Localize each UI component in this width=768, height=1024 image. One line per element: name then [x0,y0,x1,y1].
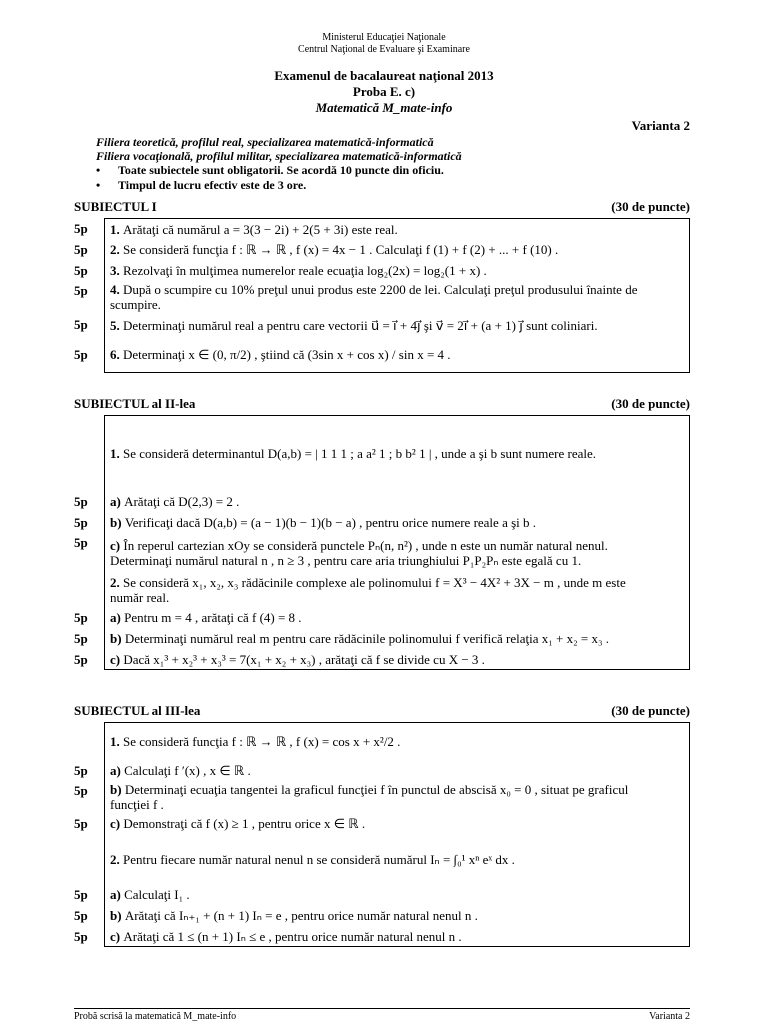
section-items [74,218,690,373]
footer-divider [74,1008,690,1009]
exercise-line [110,887,685,902]
exercise-row [74,813,690,834]
exercise-number: 1. [110,734,123,749]
exercise-text [104,884,690,905]
exercise-statement: Se consideră funcţia f : ℝ → ℝ , f (x) = 4x − 1 . Calculaţi f (1) + f (2) + ... + f (10) . [123,242,559,257]
exercise-line [110,590,685,605]
exercise-line [110,242,685,257]
points-label: 5p [74,783,88,798]
exercise-number: a) [110,887,125,902]
exercise-line [110,263,685,278]
exercise-number: b) [110,908,125,923]
subject-title: Matematică M_mate-info [315,100,453,115]
instruction-bullet: • Timpul de lucru efectiv este de 3 ore. [96,178,307,192]
exercise-text [104,628,690,649]
exercise-statement: Determinaţi ecuaţia tangentei la graficul funcţiei f în punctul de abscisă x₀ = 0 , situat pe graficul [124,782,629,797]
exercise-line [110,318,685,333]
points-label [74,722,104,760]
section-points: (30 de puncte) [611,199,690,214]
exercise-text [104,491,690,512]
section-points: (30 de puncte) [611,396,690,411]
exercise-text [104,533,690,573]
exercise-line [110,575,685,590]
points-label: 5p [74,283,88,298]
points-label: 5p [74,493,88,509]
points-label: 5p [74,815,88,831]
exercise-statement: Pentru fiecare număr natural nenul n se consideră numărul Iₙ = ∫₀¹ xⁿ eˣ dx . [123,851,515,867]
points-label: 5p [74,886,88,902]
exercise-line [110,816,685,831]
exercise-row [74,533,690,573]
exercise-line [110,297,685,312]
exercise-text [104,607,690,628]
exercise-line [110,553,685,568]
exercise-statement: Determinaţi numărul real m pentru care rădăcinile polinomului f verifică relaţia x₁ + x₂ = x₃ . [124,631,609,646]
exercise-statement: funcţiei f . [110,797,164,812]
exercise-number: 2. [110,851,123,867]
exercise-line [110,538,685,553]
exercise-number: a) [110,763,125,778]
exercise-statement: În reperul cartezian xOy se consideră punctele Pₙ(n, n²) , unde n este un număr natural nenul. [123,538,608,553]
exercise-text [104,415,690,491]
exercise-number: 5. [110,317,123,333]
exercise-number: 1. [110,446,123,461]
section-items [74,722,690,947]
exercise-line [110,797,685,812]
exercise-row [74,781,690,813]
exercise-number: 6. [110,347,123,362]
points-label: 5p [74,514,88,530]
exercise-number: a) [110,494,125,509]
exercise-text [104,905,690,926]
exercise-text [104,239,690,260]
points-label: 5p [74,651,88,667]
exercise-row [74,313,690,337]
exercise-line [110,282,685,297]
exercise-text [104,926,690,947]
exercise-line [110,631,685,646]
exercise-line [110,734,685,749]
points-label [74,415,104,491]
exercise-number: a) [110,610,125,625]
exercise-row [74,260,690,281]
filiera-line: Filiera teoretică, profilul real, specializarea matematică-informatică [96,135,434,149]
footer-left: Probă scrisă la matematică M_mate-info [74,1011,237,1022]
exercise-line [110,782,685,797]
exercise-statement: număr real. [110,590,170,605]
section-points: (30 de puncte) [611,703,690,718]
points-label: 5p [74,347,88,362]
proba-title: Proba E. c) [352,84,416,99]
exercise-row [74,607,690,628]
exercise-line [110,347,685,362]
exercise-row [74,415,690,491]
exercise-text [104,760,690,781]
exercise-text [104,834,690,884]
exercise-row [74,905,690,926]
exercise-line [110,222,685,237]
exercise-line [110,446,685,461]
points-label: 5p [74,907,88,923]
exercise-line [110,515,685,530]
exercise-text [104,813,690,834]
exercise-number: 2. [110,575,123,590]
exercise-line [110,908,685,923]
exercise-row [74,722,690,760]
exercise-row [74,884,690,905]
exercise-number: c) [110,538,124,553]
points-label: 5p [74,317,88,332]
instruction-bullet: • Toate subiectele sunt obligatorii. Se acordă 10 puncte din oficiu. [96,163,444,177]
exercise-line [110,610,685,625]
footer-right: Varianta 2 [649,1011,690,1022]
points-label: 5p [74,762,88,778]
exercise-statement: Demonstraţi că f (x) ≥ 1 , pentru orice x ∈ ℝ . [123,816,366,831]
exercise-number: 3. [110,263,123,278]
section-title: SUBIECTUL I [74,199,157,214]
ministry-line2: Centrul Naţional de Evaluare şi Examinare [298,44,470,55]
points-label: 5p [74,535,88,550]
exercise-row [74,239,690,260]
points-label: 5p [74,630,88,646]
exercise-statement: După o scumpire cu 10% preţul unui produs este 2200 de lei. Calculaţi preţul produsului înainte de [123,282,638,297]
exercise-statement: Se consideră determinantul D(a,b) = | 1 1 1 ; a a² 1 ; b b² 1 | , unde a şi b sunt numere reale. [123,446,597,461]
bullet-icon: • [96,178,101,192]
points-label: 5p [74,928,88,944]
exercise-text [104,649,690,670]
exercise-row [74,337,690,373]
filiera-line: Filiera vocaţională, profilul militar, specializarea matematică-informatică [96,149,462,163]
exercise-statement: Arătaţi că numărul a = 3(3 − 2i) + 2(5 + 3i) este real. [123,221,398,237]
exercise-text [104,260,690,281]
exercise-text [104,781,690,813]
exercise-statement: Calculaţi f ′(x) , x ∈ ℝ . [124,763,251,778]
exercise-statement: Se consideră funcţia f : ℝ → ℝ , f (x) = cos x + x²/2 . [123,734,401,749]
points-label: 5p [74,241,88,257]
exercise-number: c) [110,651,124,667]
exercise-number: 4. [110,282,123,297]
section-header [74,703,690,719]
points-label: 5p [74,220,88,236]
exercise-line [110,494,685,509]
exercise-text [104,337,690,373]
exercise-line [110,929,685,944]
ministry-line1: Ministerul Educaţiei Naţionale [322,32,446,43]
exercise-row [74,834,690,884]
exercise-row [74,218,690,239]
exercise-line [110,852,685,867]
exercise-row [74,573,690,607]
exercise-text [104,573,690,607]
exercise-row [74,649,690,670]
exercise-statement: Determinaţi numărul real a pentru care vectorii u⃗ = i⃗ + 4j⃗ şi v⃗ = 2i⃗ + (a + 1) j⃗ sunt coliniari. [123,317,598,333]
exercise-number: 1. [110,221,123,237]
points-label [74,573,104,607]
points-label [74,834,104,884]
exercise-statement: scumpire. [110,297,161,312]
exam-title: Examenul de bacalaureat naţional 2013 [274,68,494,83]
points-label: 5p [74,262,88,278]
exercise-text [104,512,690,533]
points-label: 5p [74,609,88,625]
exercise-text [104,722,690,760]
section-title: SUBIECTUL al II-lea [74,396,196,411]
exercise-number: b) [110,631,125,646]
bullet-icon: • [96,163,101,177]
exercise-statement: Pentru m = 4 , arătaţi că f (4) = 8 . [124,610,302,625]
exercise-statement: Arătaţi că 1 ≤ (n + 1) Iₙ ≤ e , pentru orice număr natural nenul n . [123,928,462,944]
section-header [74,396,690,412]
exercise-row [74,281,690,313]
exercise-number: c) [110,816,124,831]
exercise-statement: Dacă x₁³ + x₂³ + x₃³ = 7(x₁ + x₂ + x₃) , arătaţi că f se divide cu X − 3 . [123,651,485,667]
exercise-number: b) [110,515,125,530]
exercise-text [104,281,690,313]
section-items [74,415,690,670]
exercise-text [104,218,690,239]
exercise-row [74,926,690,947]
exercise-statement: Arătaţi că Iₙ₊₁ + (n + 1) Iₙ = e , pentru orice număr natural nenul n . [124,908,478,923]
exercise-number: b) [110,782,125,797]
exercise-line [110,763,685,778]
exercise-statement: Rezolvaţi în mulţimea numerelor reale ecuaţia log₂(2x) = log₂(1 + x) . [123,263,487,278]
exercise-number: c) [110,928,124,944]
exercise-statement: Arătaţi că D(2,3) = 2 . [124,494,240,509]
section-title: SUBIECTUL al III-lea [74,703,201,718]
exercise-number: 2. [110,242,123,257]
section-header [74,199,690,215]
exercise-statement: Verificaţi dacă D(a,b) = (a − 1)(b − 1)(b − a) , pentru orice numere reale a şi b . [124,515,537,530]
exercise-statement: Se consideră x₁, x₂, x₃ rădăcinile complexe ale polinomului f = X³ − 4X² + 3X − m , unde m este [123,575,626,590]
exercise-row [74,760,690,781]
variant-label: Varianta 2 [631,118,690,133]
exercise-text [104,313,690,337]
exercise-row [74,491,690,512]
exercise-statement: Determinaţi x ∈ (0, π/2) , ştiind că (3sin x + cos x) / sin x = 4 . [123,347,451,362]
exercise-statement: Determinaţi numărul natural n , n ≥ 3 , pentru care aria triunghiului P₁P₂Pₙ este egală cu 1. [110,553,582,568]
exercise-line [110,652,685,667]
exercise-row [74,512,690,533]
exercise-statement: Calculaţi I₁ . [124,887,190,902]
exercise-row [74,628,690,649]
